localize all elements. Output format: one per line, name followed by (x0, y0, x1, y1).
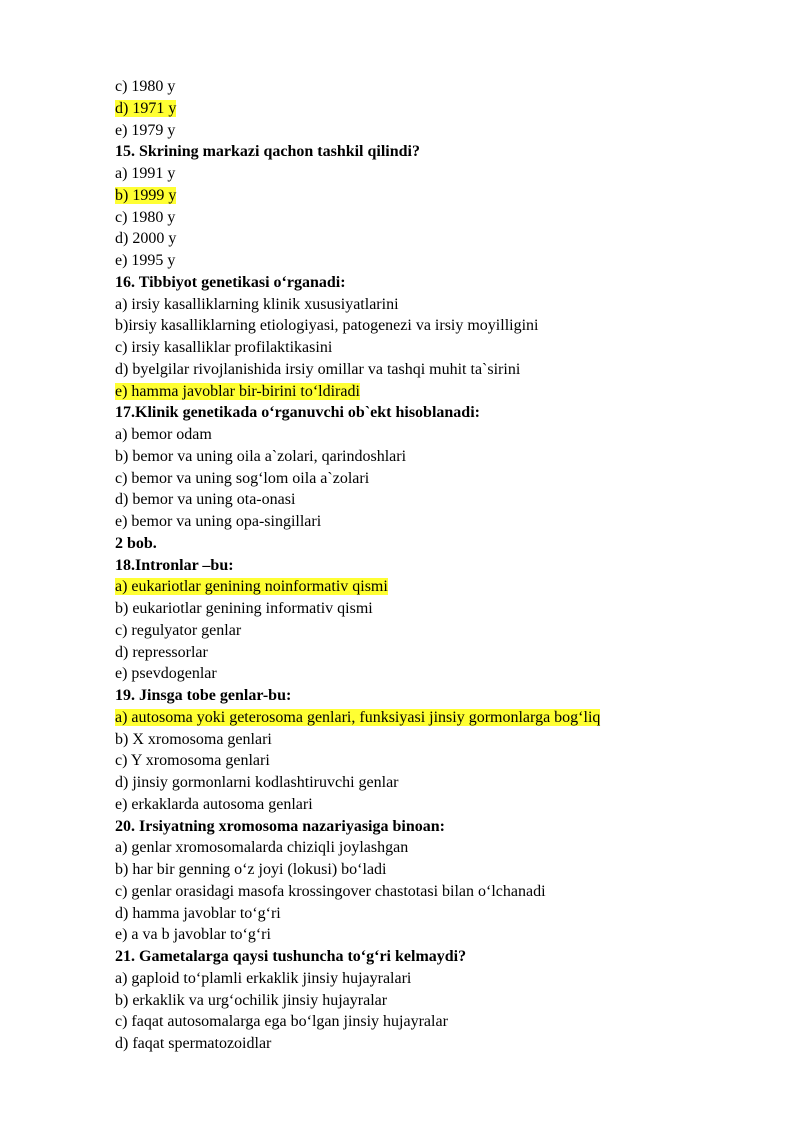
highlighted-answer-text: b) 1999 y (115, 186, 177, 204)
answer-option (115, 772, 775, 794)
answer-option (115, 228, 775, 250)
line-text: 17.Klinik genetikada o‘rganuvchi ob`ekt hisoblanadi: (115, 404, 480, 422)
line-text: e) a va b javoblar to‘g‘ri (115, 926, 271, 944)
line-text: c) faqat autosomalarga ega bo‘lgan jinsiy hujayralar (115, 1013, 448, 1031)
document-body (115, 76, 775, 1055)
answer-option (115, 750, 775, 772)
line-text: 16. Tibbiyot genetikasi o‘rganadi: (115, 273, 346, 291)
question-heading (115, 272, 775, 294)
answer-option (115, 642, 775, 664)
answer-option (115, 446, 775, 468)
answer-option (115, 924, 775, 946)
answer-option (115, 489, 775, 511)
line-text: 19. Jinsga tobe genlar-bu: (115, 687, 292, 704)
line-text: c) Y xromosoma genlari (115, 752, 270, 770)
line-text: d) 2000 y (115, 230, 177, 248)
answer-option (115, 511, 775, 533)
line-text: c) bemor va uning sog‘lom oila a`zolari (115, 469, 370, 487)
answer-option (115, 424, 775, 446)
answer-option (115, 990, 775, 1012)
answer-option (115, 794, 775, 816)
answer-option (115, 250, 775, 272)
line-text: e) 1979 y (115, 121, 176, 139)
question-heading (115, 402, 775, 424)
line-text: e) 1995 y (115, 252, 176, 269)
highlighted-answer-text: e) hamma javoblar bir-birini to‘ldiradi (115, 382, 360, 400)
answer-option (115, 663, 775, 685)
answer-option (115, 576, 775, 598)
question-heading (115, 946, 775, 968)
line-text: a) irsiy kasalliklarning klinik xususiyatlarini (115, 295, 399, 313)
answer-option (115, 707, 775, 729)
line-text: c) genlar orasidagi masofa krossingover chastotasi bilan o‘lchanadi (115, 882, 546, 900)
answer-option (115, 315, 775, 337)
line-text: e) erkaklarda autosoma genlari (115, 795, 313, 813)
answer-option (115, 903, 775, 925)
answer-option (115, 620, 775, 642)
answer-option (115, 468, 775, 490)
line-text: b) bemor va uning oila a`zolari, qarindoshlari (115, 447, 407, 465)
line-text: d) byelgilar rivojlanishida irsiy omillar va tashqi muhit ta`sirini (115, 360, 521, 378)
answer-option (115, 337, 775, 359)
line-text: 20. Irsiyatning xromosoma nazariyasiga binoan: (115, 817, 445, 835)
line-text: b) X xromosoma genlari (115, 730, 272, 748)
answer-option (115, 1033, 775, 1055)
line-text: d) bemor va uning ota-onasi (115, 491, 296, 509)
line-text: a) genlar xromosomalarda chiziqli joylashgan (115, 839, 409, 857)
question-heading (115, 555, 775, 577)
line-text: e) bemor va uning opa-singillari (115, 513, 322, 530)
answer-option (115, 98, 775, 120)
highlighted-answer-text: d) 1971 y (115, 99, 177, 117)
answer-option (115, 381, 775, 403)
highlighted-answer-text: a) eukariotlar genining noinformativ qismi (115, 578, 388, 596)
line-text: d) faqat spermatozoidlar (115, 1035, 272, 1052)
line-text: a) 1991 y (115, 165, 176, 182)
answer-option (115, 185, 775, 207)
line-text: a) gaploid to‘plamli erkaklik jinsiy hujayralari (115, 969, 412, 987)
answer-option (115, 1011, 775, 1033)
line-text: b)irsiy kasalliklarning etiologiyasi, patogenezi va irsiy moyilligini (115, 317, 539, 335)
line-text: d) hamma javoblar to‘g‘ri (115, 904, 281, 922)
answer-option (115, 359, 775, 381)
line-text: d) repressorlar (115, 643, 208, 661)
answer-option (115, 859, 775, 881)
line-text: 21. Gametalarga qaysi tushuncha to‘g‘ri kelmaydi? (115, 948, 467, 965)
highlighted-answer-text: a) autosoma yoki geterosoma genlari, funksiyasi jinsiy gormonlarga bog‘liq (115, 708, 601, 726)
line-text: b) erkaklik va urg‘ochilik jinsiy hujayralar (115, 991, 388, 1009)
question-heading (115, 533, 775, 555)
line-text: 18.Intronlar –bu: (115, 556, 234, 574)
answer-option (115, 837, 775, 859)
answer-option (115, 120, 775, 142)
line-text: b) eukariotlar genining informativ qismi (115, 600, 373, 617)
line-text: 15. Skrining markazi qachon tashkil qilindi? (115, 143, 420, 161)
line-text: c) 1980 y (115, 78, 176, 95)
answer-option (115, 294, 775, 316)
answer-option (115, 207, 775, 229)
answer-option (115, 76, 775, 98)
question-heading (115, 816, 775, 838)
line-text: 2 bob. (115, 534, 157, 552)
line-text: d) jinsiy gormonlarni kodlashtiruvchi genlar (115, 774, 399, 791)
line-text: e) psevdogenlar (115, 665, 217, 683)
answer-option (115, 881, 775, 903)
line-text: c) 1980 y (115, 208, 176, 226)
answer-option (115, 729, 775, 751)
line-text: a) bemor odam (115, 426, 212, 443)
line-text: b) har bir genning o‘z joyi (lokusi) bo‘ladi (115, 861, 387, 878)
question-heading (115, 685, 775, 707)
line-text: c) regulyator genlar (115, 621, 242, 639)
answer-option (115, 163, 775, 185)
line-text: c) irsiy kasalliklar profilaktikasini (115, 339, 333, 356)
question-heading (115, 141, 775, 163)
answer-option (115, 598, 775, 620)
answer-option (115, 968, 775, 990)
